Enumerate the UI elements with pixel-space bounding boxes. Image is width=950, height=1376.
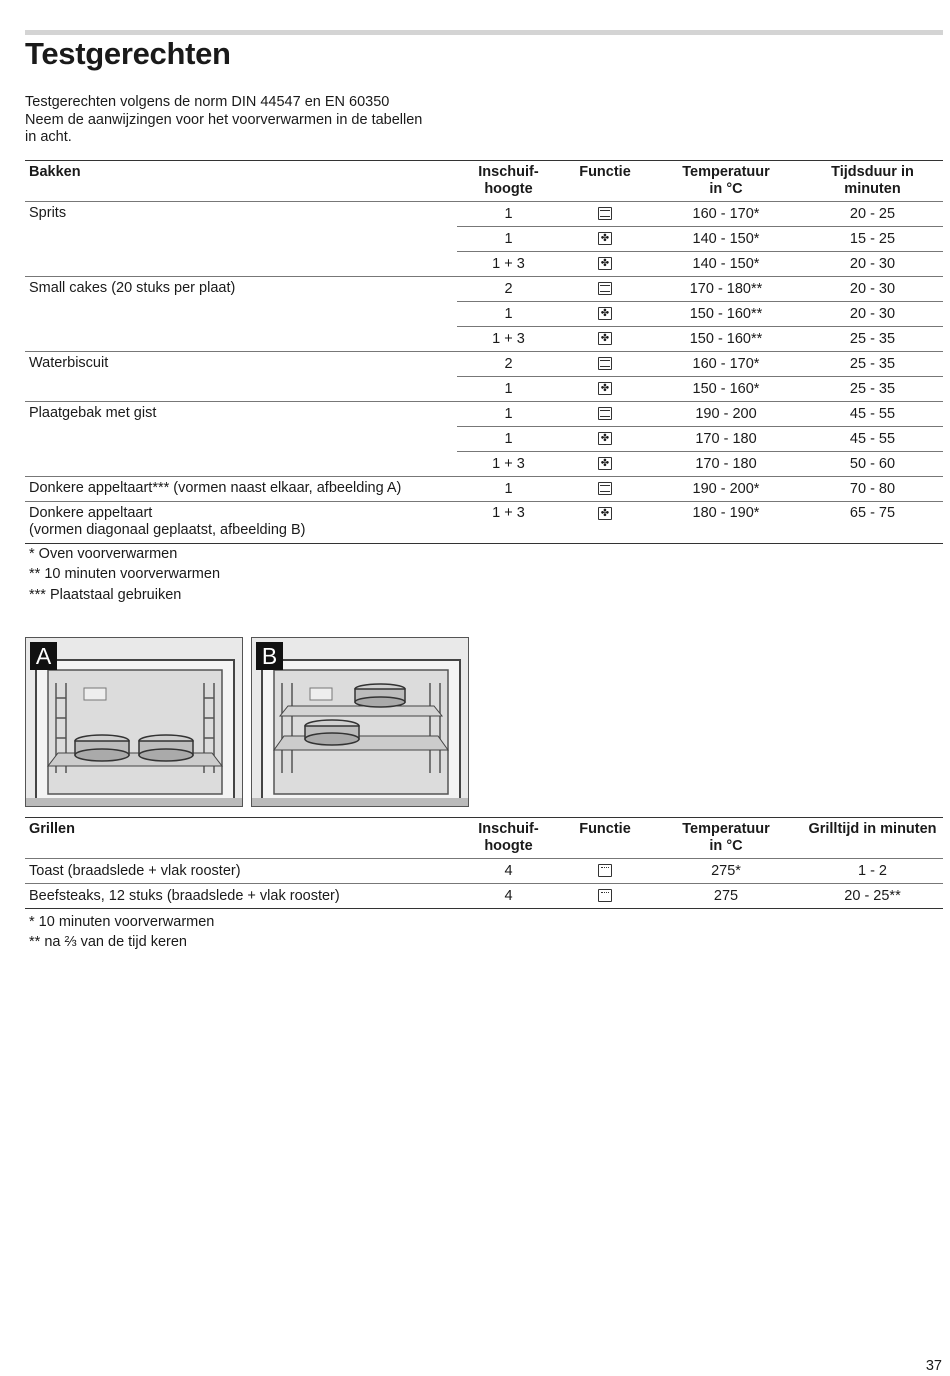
- table-row: [25, 202, 943, 227]
- level-cell: 4: [504, 887, 513, 904]
- col-header-function: Functie: [579, 821, 631, 837]
- time-cell: 50 - 60: [802, 452, 943, 477]
- function-cell: [560, 327, 650, 352]
- page-title: Testgerechten: [25, 36, 231, 71]
- col-header-temp: [650, 818, 802, 859]
- col-header-temp: [650, 161, 802, 202]
- level-cell: 1: [504, 405, 513, 422]
- hot-air-icon: ✤: [598, 432, 612, 445]
- grill-icon: [598, 889, 612, 902]
- footnote: ** na ⅔ van de tijd keren: [29, 934, 187, 951]
- temp-cell: 140 - 150*: [650, 227, 802, 252]
- temp-cell: 150 - 160*: [650, 377, 802, 402]
- time-cell: 20 - 25: [849, 205, 896, 222]
- temp-cell: 160 - 170*: [692, 355, 760, 372]
- level-cell: 2: [504, 355, 513, 372]
- hot-air-icon: ✤: [598, 332, 612, 345]
- time-cell: 20 - 25**: [844, 887, 901, 904]
- dish-name: Donkere appeltaart*** (vormen naast elkaar, afbeelding A): [29, 480, 402, 496]
- level-cell: 1 + 3: [492, 505, 525, 521]
- temp-cell: 275: [713, 887, 739, 904]
- intro-text: [25, 94, 475, 147]
- col-header-level-text: Inschuif- hoogte: [478, 164, 539, 197]
- table-row: [25, 277, 943, 302]
- temp-cell: 275*: [711, 862, 741, 879]
- col-header-time: Grilltijd in minuten: [808, 821, 937, 837]
- col-header-time-text: Tijdsduur in minuten: [831, 164, 914, 197]
- col-header-level: [457, 818, 560, 859]
- function-cell: [560, 884, 650, 909]
- table-row: [25, 352, 943, 377]
- dish-name: Donkere appeltaart: [29, 505, 153, 521]
- oven-diagonal-illustration: [252, 638, 469, 807]
- temp-cell: 190 - 200*: [692, 480, 760, 497]
- level-cell: 1 + 3: [457, 252, 560, 277]
- level-cell: 1: [457, 227, 560, 252]
- dish-cell: [25, 202, 457, 277]
- time-cell: 20 - 30: [802, 302, 943, 327]
- function-cell: [560, 302, 650, 327]
- level-cell: 1 + 3: [457, 327, 560, 352]
- grillen-body: [25, 859, 943, 909]
- temp-cell: 170 - 180: [650, 427, 802, 452]
- figure-a-label: A: [30, 642, 57, 670]
- function-cell: [560, 402, 650, 427]
- time-cell: 1 - 2: [857, 862, 887, 879]
- bakken-table: [25, 160, 943, 544]
- level-cell: 1: [504, 480, 513, 497]
- time-cell: 65 - 75: [849, 505, 896, 521]
- top-bottom-heat-icon: [598, 207, 612, 220]
- time-cell: 25 - 35: [802, 327, 943, 352]
- function-cell: [560, 859, 650, 884]
- dish-cell: Toast (braadslede + vlak rooster): [29, 862, 241, 879]
- dish-name: Waterbiscuit: [29, 355, 109, 371]
- top-bottom-heat-icon: [598, 482, 612, 495]
- top-bottom-heat-icon: [598, 282, 612, 295]
- level-cell: 4: [504, 862, 513, 879]
- dish-cell: Beefsteaks, 12 stuks (braadslede + vlak rooster): [29, 887, 340, 904]
- level-cell: 1: [457, 377, 560, 402]
- function-cell: [560, 277, 650, 302]
- function-cell: [560, 227, 650, 252]
- col-header-temp-text: Temperatuur in °C: [682, 821, 770, 854]
- grill-icon: [598, 864, 612, 877]
- header-rule: [25, 30, 943, 35]
- function-cell: [560, 377, 650, 402]
- dish-cell: [25, 402, 457, 477]
- figure-b-label: B: [256, 642, 283, 670]
- level-cell: 1 + 3: [457, 452, 560, 477]
- temp-cell: 140 - 150*: [650, 252, 802, 277]
- dish-name: Plaatgebak met gist: [29, 405, 157, 421]
- bakken-footnotes: [29, 544, 220, 605]
- temp-cell: 170 - 180**: [689, 280, 763, 297]
- col-header-dish: Grillen: [29, 821, 75, 837]
- col-header-function: Functie: [579, 164, 631, 180]
- dish-cell: [25, 352, 457, 402]
- function-cell: [560, 252, 650, 277]
- grillen-footnotes: [29, 912, 214, 953]
- time-cell: 20 - 30: [802, 252, 943, 277]
- top-bottom-heat-icon: [598, 407, 612, 420]
- hot-air-icon: ✤: [598, 257, 612, 270]
- grillen-table: [25, 817, 943, 909]
- bakken-body: [25, 202, 943, 544]
- dish-cell: [25, 277, 457, 352]
- intro-line: Neem de aanwijzingen voor het voorverwarmen in de tabellen: [25, 111, 423, 128]
- table-row: [25, 859, 943, 884]
- table-row: [25, 477, 943, 502]
- col-header-temp-text: Temperatuur in °C: [682, 164, 770, 197]
- hot-air-icon: ✤: [598, 507, 612, 520]
- function-cell: [560, 352, 650, 377]
- time-cell: 15 - 25: [802, 227, 943, 252]
- time-cell: 70 - 80: [849, 480, 896, 497]
- footnote: * 10 minuten voorverwarmen: [29, 914, 215, 930]
- footnote: *** Plaatstaal gebruiken: [29, 586, 182, 603]
- function-cell: [560, 427, 650, 452]
- col-header-time: [802, 161, 943, 202]
- intro-line: in acht.: [25, 129, 72, 145]
- table-header-row: [25, 161, 943, 202]
- hot-air-icon: ✤: [598, 382, 612, 395]
- time-cell: 25 - 35: [802, 377, 943, 402]
- time-cell: 25 - 35: [849, 355, 896, 372]
- footnote: ** 10 minuten voorverwarmen: [29, 566, 221, 583]
- level-cell: 1: [457, 302, 560, 327]
- col-header-level-text: Inschuif- hoogte: [478, 821, 539, 854]
- hot-air-icon: ✤: [598, 307, 612, 320]
- hot-air-icon: ✤: [598, 457, 612, 470]
- dish-name: (vormen diagonaal geplaatst, afbeelding B): [29, 522, 306, 538]
- top-bottom-heat-icon: [598, 357, 612, 370]
- dish-cell: [25, 477, 457, 502]
- footnote: * Oven voorverwarmen: [29, 546, 178, 562]
- temp-cell: 160 - 170*: [692, 205, 760, 222]
- time-cell: 20 - 30: [849, 280, 896, 297]
- oven-side-by-side-illustration: [26, 638, 243, 807]
- col-header-level: [457, 161, 560, 202]
- level-cell: 2: [504, 280, 513, 297]
- dish-name: Sprits: [29, 205, 67, 221]
- dish-name: Small cakes (20 stuks per plaat): [29, 280, 236, 296]
- temp-cell: 150 - 160**: [650, 302, 802, 327]
- level-cell: 1: [457, 427, 560, 452]
- hot-air-icon: ✤: [598, 232, 612, 245]
- time-cell: 45 - 55: [802, 427, 943, 452]
- function-cell: [560, 202, 650, 227]
- table-row: [25, 402, 943, 427]
- table-header-row: [25, 818, 943, 859]
- function-cell: [560, 452, 650, 477]
- level-cell: 1: [504, 205, 513, 222]
- temp-cell: 170 - 180: [650, 452, 802, 477]
- figure-b: [251, 637, 469, 807]
- table-row: [25, 502, 943, 544]
- dish-cell: [25, 502, 457, 544]
- col-header-dish: Bakken: [29, 164, 81, 180]
- table-row: [25, 884, 943, 909]
- temp-cell: 180 - 190*: [692, 505, 760, 521]
- temp-cell: 150 - 160**: [650, 327, 802, 352]
- function-cell: [560, 502, 650, 544]
- figure-a: [25, 637, 243, 807]
- page-number: 37: [925, 1358, 942, 1374]
- intro-line: Testgerechten volgens de norm DIN 44547 en EN 60350: [25, 94, 390, 110]
- function-cell: [560, 477, 650, 502]
- temp-cell: 190 - 200: [695, 405, 757, 422]
- time-cell: 45 - 55: [849, 405, 896, 422]
